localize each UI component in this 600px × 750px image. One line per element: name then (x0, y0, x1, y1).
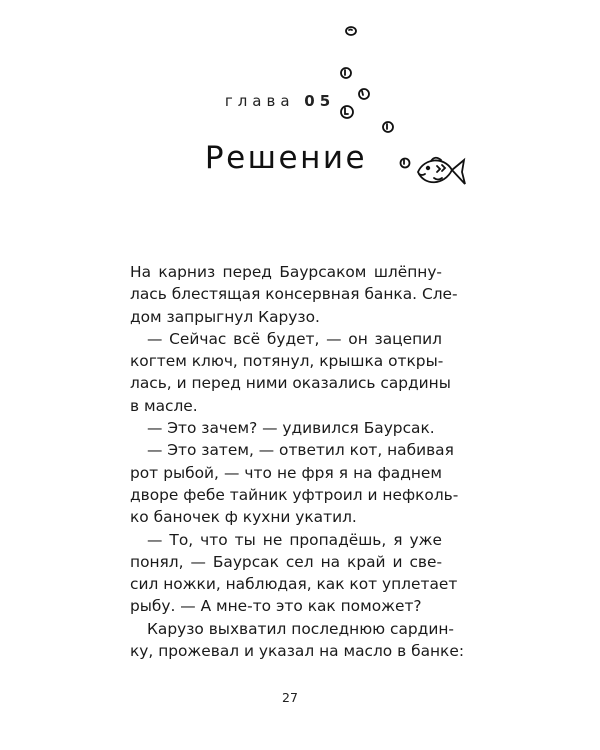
chapter-number: 05 (304, 92, 336, 110)
text-line: — Сейчас всё будет, — он зацепил (147, 329, 442, 348)
chapter-word: глава (224, 92, 295, 110)
chapter-title: Решение (204, 140, 368, 176)
text-line: Карузо выхватил последнюю сардин- (147, 619, 454, 638)
text-line: дворе фебе тайник уфтроил и нефколь- (130, 485, 459, 504)
page-number: 27 (282, 690, 298, 705)
body-text (130, 261, 465, 662)
bubble-icon (383, 122, 393, 132)
text-line: в масле. (130, 396, 198, 415)
text-line: — Это зачем? — удивился Баурсак. (147, 419, 435, 438)
text-line: сил ножки, наблюдая, как кот уплетает (130, 575, 458, 594)
text-line: дом запрыгнул Карузо. (130, 307, 320, 326)
chapter-label (0, 92, 560, 110)
text-line: ко баночек ф кухни укатил. (130, 508, 357, 527)
text-line: понял, — Баурсак сел на край и све- (130, 552, 442, 571)
text-line: рыбу. — А мне-то это как поможет? (130, 597, 422, 616)
text-line: когтем ключ, потянул, крышка откры- (130, 352, 444, 371)
text-line: На карниз перед Баурсаком шлёпну- (130, 263, 442, 281)
bubble-icon (346, 27, 356, 35)
text-line: — То, что ты не пропадёшь, я уже (147, 530, 442, 549)
bubble-icon (341, 68, 351, 78)
text-line: лась, и перед ними оказались сардины (130, 374, 451, 393)
text-line: рот рыбой, — что не фря я на фаднем (130, 463, 442, 482)
text-line: ку, прожевал и указал на масло в банке: (130, 642, 465, 661)
text-line: лась блестящая консервная банка. Сле- (130, 285, 458, 304)
text-line: — Это затем, — ответил кот, набивая (147, 441, 454, 460)
